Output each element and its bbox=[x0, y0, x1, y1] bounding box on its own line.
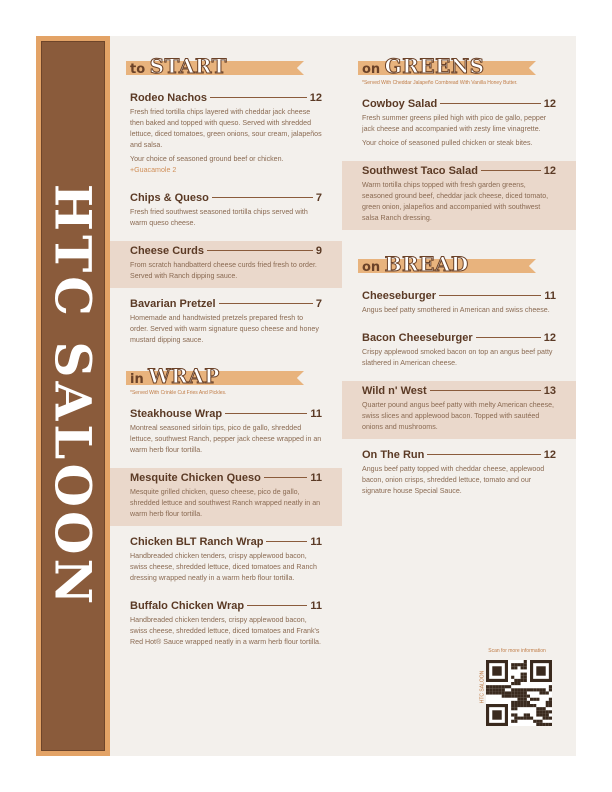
section-prefix: on bbox=[362, 260, 381, 275]
item-name: Southwest Taco Salad bbox=[362, 165, 478, 177]
qr-block bbox=[479, 648, 552, 704]
item-name: Steakhouse Wrap bbox=[130, 408, 223, 420]
item-price: 12 bbox=[543, 165, 556, 177]
left-column bbox=[110, 54, 342, 654]
item-name: Bavarian Pretzel bbox=[130, 298, 216, 310]
menu-item bbox=[110, 596, 342, 654]
item-name: Wild n' West bbox=[362, 385, 427, 397]
item-name: Mesquite Chicken Queso bbox=[130, 472, 261, 484]
item-price: 9 bbox=[315, 245, 322, 257]
section-title: WRAP bbox=[148, 364, 220, 388]
item-description: Crispy applewood smoked bacon on top an angus beef patty slathered in American cheese. bbox=[362, 348, 553, 367]
item-name: Chips & Queso bbox=[130, 192, 209, 204]
item-description: Angus beef patty topped with cheddar cheese, applewood bacon, onion crisps, shredded lettuce, tomato and our signature house Special Sauce. bbox=[362, 465, 545, 495]
item-description: Mesquite grilled chicken, queso cheese, pico de gallo, shredded lettuce and southwest Ranch wrapped neatly in an warm herb flour tortilla. bbox=[130, 488, 321, 518]
section-prefix: on bbox=[362, 62, 381, 77]
item-price: 7 bbox=[315, 192, 322, 204]
section-title: START bbox=[149, 54, 228, 78]
right-column bbox=[342, 54, 576, 503]
section-greens-banner bbox=[362, 54, 536, 80]
item-price: 12 bbox=[309, 92, 322, 104]
menu-item bbox=[342, 94, 576, 155]
item-price: 12 bbox=[543, 332, 556, 344]
item-description: Fresh fried southwest seasoned tortilla chips served with warm queso cheese. bbox=[130, 208, 308, 227]
menu-item bbox=[342, 161, 576, 230]
menu-item bbox=[342, 381, 576, 439]
item-name: Buffalo Chicken Wrap bbox=[130, 600, 245, 612]
section-note: *Served With Crinkle Cut Fries And Pickles. bbox=[130, 390, 227, 396]
menu-item bbox=[342, 286, 576, 322]
menu-item bbox=[110, 468, 342, 526]
item-price: 13 bbox=[543, 385, 556, 397]
item-option: Your choice of seasoned pulled chicken or steak bites. bbox=[362, 139, 533, 147]
menu-item bbox=[110, 241, 342, 288]
item-price: 11 bbox=[544, 290, 556, 302]
item-price: 12 bbox=[543, 98, 556, 110]
qr-side-label: HTC SALOON bbox=[479, 670, 486, 704]
qr-code-icon[interactable] bbox=[486, 660, 552, 726]
item-description: Homemade and handtwisted pretzels prepared fresh to order. Served with warm signature queso cheese and honey mustard dipping sauce. bbox=[130, 314, 319, 344]
section-prefix: to bbox=[130, 62, 146, 77]
section-title: BREAD bbox=[384, 252, 469, 276]
menu-item bbox=[342, 445, 576, 503]
menu-item bbox=[110, 532, 342, 590]
item-name: Cheeseburger bbox=[362, 290, 436, 302]
item-price: 12 bbox=[543, 449, 556, 461]
item-description: Fresh summer greens piled high with pico de gallo, pepper jack cheese and accompanied with zesty lime vinagrette. bbox=[362, 114, 547, 133]
item-name: Bacon Cheeseburger bbox=[362, 332, 473, 344]
item-description: Angus beef patty smothered in American and swiss cheese. bbox=[362, 306, 550, 314]
item-description: From scratch handbatterd cheese curds fried fresh to order. Served with Ranch dipping sauce. bbox=[130, 261, 317, 280]
menu-item bbox=[110, 188, 342, 235]
section-bread-banner bbox=[362, 252, 536, 278]
item-name: Chicken BLT Ranch Wrap bbox=[130, 536, 264, 548]
item-name: On The Run bbox=[362, 449, 425, 461]
section-start-banner bbox=[130, 54, 304, 80]
item-description: Quarter pound angus beef patty with melty American cheese, swiss slices and applewood bacon. Topped with sautéed onions and mushrooms. bbox=[362, 401, 555, 431]
item-price: 11 bbox=[310, 600, 322, 612]
item-price: 11 bbox=[310, 472, 322, 484]
section-prefix: in bbox=[130, 372, 144, 387]
item-description: Warm tortilla chips topped with fresh garden greens, seasoned ground beef, cheddar jack cheese, diced tomato, green onion, jalapeños and accompanied with southwest salsa Ranch dressing. bbox=[362, 181, 549, 222]
menu-item bbox=[110, 294, 342, 352]
item-price: 11 bbox=[310, 536, 322, 548]
item-description: Handbreaded chicken tenders, crispy applewood bacon, swiss cheese, shredded lettuce, diced tomatoes and Ranch dressing wrapped neatly in a warm herb flour tortilla. bbox=[130, 552, 317, 582]
item-price: 7 bbox=[315, 298, 322, 310]
item-option: Your choice of seasoned ground beef or chicken. bbox=[130, 155, 284, 163]
item-description: Fresh fried tortilla chips layered with cheddar jack cheese then baked and topped with queso. Served with shredded lettuce, diced tomatoes, green onions, sour cream, jalapeños and salsa. bbox=[130, 108, 322, 149]
menu-item bbox=[110, 404, 342, 462]
item-description: Montreal seasoned sirloin tips, pico de gallo, shredded lettuce, southwest Ranch, pepper jack cheese wrapped in an warm herb flour tortilla. bbox=[130, 424, 322, 454]
item-addon: +Guacamole 2 bbox=[130, 166, 177, 174]
section-wrap-banner bbox=[130, 364, 304, 390]
menu-item bbox=[110, 88, 342, 182]
item-name: Cheese Curds bbox=[130, 245, 204, 257]
qr-caption: Scan for more information bbox=[488, 648, 546, 654]
section-title: GREENS bbox=[384, 54, 485, 78]
section-note: *Served With Cheddar Jalapeño Cornbread With Vanilla Honey Butter. bbox=[362, 80, 518, 86]
item-price: 11 bbox=[310, 408, 322, 420]
item-name: Cowboy Salad bbox=[362, 98, 438, 110]
menu-item bbox=[342, 328, 576, 375]
item-description: Handbreaded chicken tenders, crispy applewood bacon, swiss cheese, shredded lettuce, diced tomatoes and Frank's Red Hot® Sauce wrapped neatly in a warm herb flour tortilla. bbox=[130, 616, 321, 646]
item-name: Rodeo Nachos bbox=[130, 92, 208, 104]
